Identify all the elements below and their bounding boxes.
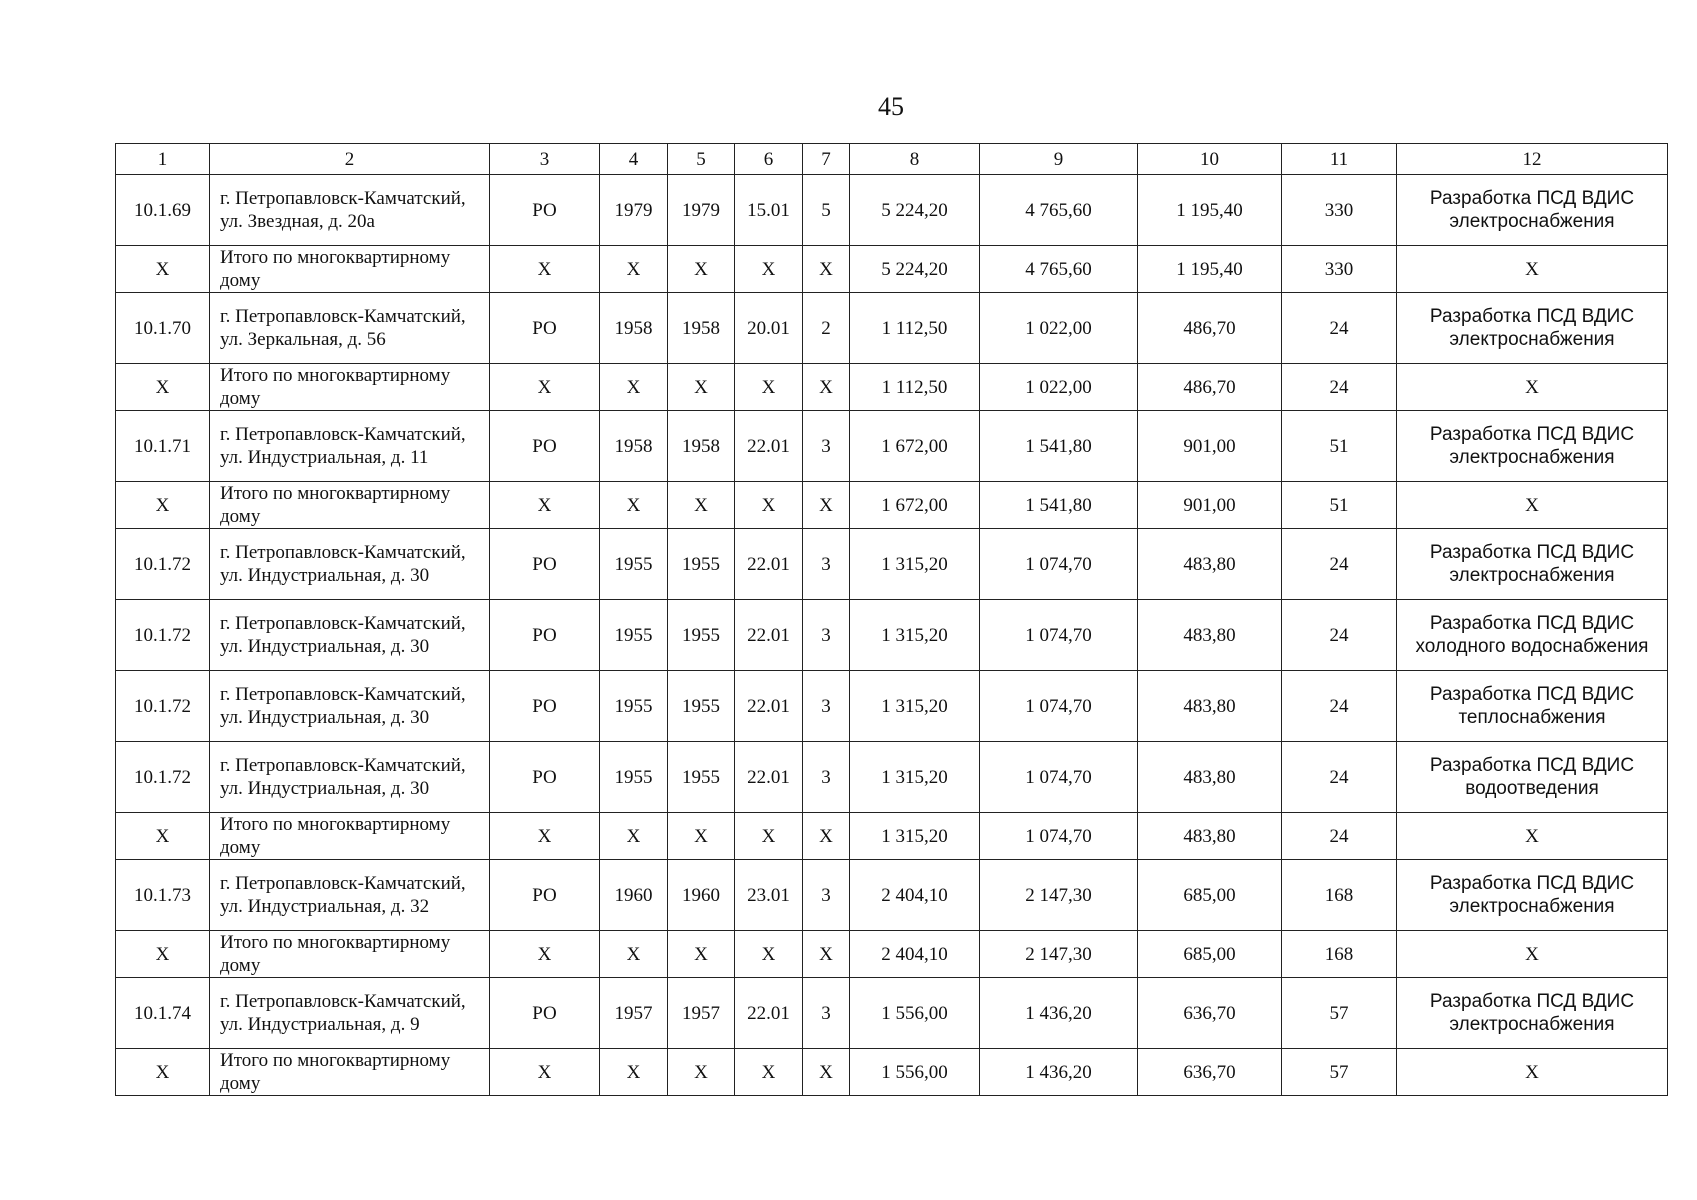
- area-total-cell: 1 112,50: [850, 293, 980, 364]
- row-number-cell: Х: [116, 931, 210, 978]
- residents-cell: 330: [1282, 175, 1397, 246]
- address-cell: Итого по многоквартирному дому: [210, 931, 490, 978]
- column-header: 7: [803, 144, 850, 175]
- year-cell: 1955: [668, 600, 735, 671]
- owner-cell: РО: [490, 411, 600, 482]
- area-common-cell: 636,70: [1138, 1049, 1282, 1096]
- owner-cell: РО: [490, 978, 600, 1049]
- area-total-cell: 1 315,20: [850, 813, 980, 860]
- residents-cell: 24: [1282, 529, 1397, 600]
- build-year-cell: 1955: [600, 600, 668, 671]
- owner-cell: Х: [490, 813, 600, 860]
- column-header: 8: [850, 144, 980, 175]
- floors-cell: 2: [803, 293, 850, 364]
- work-type-cell: Разработка ПСД ВДИС электроснабжения: [1397, 411, 1668, 482]
- address-cell: Итого по многоквартирному дому: [210, 813, 490, 860]
- area-living-cell: 1 074,70: [980, 529, 1138, 600]
- table-row: [116, 978, 1668, 1049]
- year-cell: 1958: [668, 293, 735, 364]
- address-cell: Итого по многоквартирному дому: [210, 482, 490, 529]
- area-living-cell: 1 022,00: [980, 293, 1138, 364]
- column-header: 4: [600, 144, 668, 175]
- area-living-cell: 1 074,70: [980, 813, 1138, 860]
- build-year-cell: 1958: [600, 411, 668, 482]
- residents-cell: 24: [1282, 742, 1397, 813]
- area-total-cell: 1 315,20: [850, 529, 980, 600]
- area-total-cell: 1 672,00: [850, 411, 980, 482]
- build-year-cell: 1979: [600, 175, 668, 246]
- code-cell: Х: [735, 364, 803, 411]
- area-living-cell: 2 147,30: [980, 860, 1138, 931]
- work-type-cell: Разработка ПСД ВДИС электроснабжения: [1397, 293, 1668, 364]
- table-row: [116, 175, 1668, 246]
- build-year-cell: Х: [600, 246, 668, 293]
- residents-cell: 51: [1282, 411, 1397, 482]
- work-type-cell: Х: [1397, 246, 1668, 293]
- owner-cell: Х: [490, 364, 600, 411]
- owner-cell: Х: [490, 246, 600, 293]
- work-type-cell: Разработка ПСД ВДИС электроснабжения: [1397, 978, 1668, 1049]
- address-cell: г. Петропавловск-Камчатский, ул. Индустриальная, д. 11: [210, 411, 490, 482]
- row-number-cell: Х: [116, 813, 210, 860]
- floors-cell: Х: [803, 931, 850, 978]
- table-total-row: [116, 1049, 1668, 1096]
- floors-cell: Х: [803, 1049, 850, 1096]
- area-living-cell: 1 541,80: [980, 411, 1138, 482]
- floors-cell: 3: [803, 411, 850, 482]
- code-cell: 22.01: [735, 978, 803, 1049]
- area-total-cell: 5 224,20: [850, 246, 980, 293]
- work-type-cell: Х: [1397, 364, 1668, 411]
- year-cell: Х: [668, 482, 735, 529]
- column-header: 5: [668, 144, 735, 175]
- table-row: [116, 293, 1668, 364]
- row-number-cell: 10.1.72: [116, 529, 210, 600]
- area-total-cell: 1 315,20: [850, 600, 980, 671]
- area-common-cell: 685,00: [1138, 931, 1282, 978]
- area-common-cell: 1 195,40: [1138, 246, 1282, 293]
- residents-cell: 24: [1282, 364, 1397, 411]
- area-common-cell: 483,80: [1138, 742, 1282, 813]
- area-total-cell: 1 672,00: [850, 482, 980, 529]
- floors-cell: 5: [803, 175, 850, 246]
- row-number-cell: 10.1.72: [116, 671, 210, 742]
- area-common-cell: 483,80: [1138, 529, 1282, 600]
- floors-cell: 3: [803, 671, 850, 742]
- year-cell: Х: [668, 931, 735, 978]
- code-cell: Х: [735, 482, 803, 529]
- code-cell: Х: [735, 246, 803, 293]
- area-common-cell: 901,00: [1138, 482, 1282, 529]
- row-number-cell: 10.1.72: [116, 742, 210, 813]
- column-header: 9: [980, 144, 1138, 175]
- row-number-cell: Х: [116, 364, 210, 411]
- address-cell: г. Петропавловск-Камчатский, ул. Индустриальная, д. 30: [210, 600, 490, 671]
- year-cell: Х: [668, 813, 735, 860]
- table-total-row: [116, 364, 1668, 411]
- area-living-cell: 1 541,80: [980, 482, 1138, 529]
- page-number: 45: [878, 92, 904, 121]
- area-living-cell: 1 436,20: [980, 978, 1138, 1049]
- area-common-cell: 1 195,40: [1138, 175, 1282, 246]
- table-header-row: [116, 144, 1668, 175]
- table-total-row: [116, 246, 1668, 293]
- build-year-cell: 1955: [600, 742, 668, 813]
- code-cell: 23.01: [735, 860, 803, 931]
- code-cell: 22.01: [735, 742, 803, 813]
- area-total-cell: 5 224,20: [850, 175, 980, 246]
- code-cell: 22.01: [735, 600, 803, 671]
- area-living-cell: 4 765,60: [980, 175, 1138, 246]
- area-total-cell: 2 404,10: [850, 860, 980, 931]
- year-cell: 1955: [668, 671, 735, 742]
- year-cell: 1957: [668, 978, 735, 1049]
- owner-cell: РО: [490, 742, 600, 813]
- area-common-cell: 483,80: [1138, 671, 1282, 742]
- area-living-cell: 2 147,30: [980, 931, 1138, 978]
- residents-cell: 168: [1282, 860, 1397, 931]
- build-year-cell: 1958: [600, 293, 668, 364]
- owner-cell: РО: [490, 600, 600, 671]
- year-cell: Х: [668, 1049, 735, 1096]
- row-number-cell: 10.1.72: [116, 600, 210, 671]
- column-header: 6: [735, 144, 803, 175]
- year-cell: 1958: [668, 411, 735, 482]
- floors-cell: 3: [803, 742, 850, 813]
- row-number-cell: 10.1.69: [116, 175, 210, 246]
- build-year-cell: Х: [600, 813, 668, 860]
- build-year-cell: 1955: [600, 671, 668, 742]
- year-cell: 1979: [668, 175, 735, 246]
- area-living-cell: 1 074,70: [980, 742, 1138, 813]
- address-cell: г. Петропавловск-Камчатский, ул. Зеркальная, д. 56: [210, 293, 490, 364]
- address-cell: г. Петропавловск-Камчатский, ул. Индустриальная, д. 32: [210, 860, 490, 931]
- work-type-cell: Х: [1397, 931, 1668, 978]
- address-cell: г. Петропавловск-Камчатский, ул. Звездная, д. 20а: [210, 175, 490, 246]
- area-common-cell: 636,70: [1138, 978, 1282, 1049]
- column-header: 11: [1282, 144, 1397, 175]
- work-type-cell: Х: [1397, 482, 1668, 529]
- build-year-cell: Х: [600, 1049, 668, 1096]
- owner-cell: РО: [490, 175, 600, 246]
- work-type-cell: Разработка ПСД ВДИС теплоснабжения: [1397, 671, 1668, 742]
- column-header: 12: [1397, 144, 1668, 175]
- build-year-cell: 1960: [600, 860, 668, 931]
- row-number-cell: Х: [116, 1049, 210, 1096]
- year-cell: 1960: [668, 860, 735, 931]
- table-row: [116, 860, 1668, 931]
- address-cell: Итого по многоквартирному дому: [210, 246, 490, 293]
- build-year-cell: Х: [600, 482, 668, 529]
- table-row: [116, 600, 1668, 671]
- area-living-cell: 1 022,00: [980, 364, 1138, 411]
- build-year-cell: Х: [600, 364, 668, 411]
- code-cell: 22.01: [735, 671, 803, 742]
- row-number-cell: 10.1.70: [116, 293, 210, 364]
- table-total-row: [116, 813, 1668, 860]
- column-header: 10: [1138, 144, 1282, 175]
- area-common-cell: 901,00: [1138, 411, 1282, 482]
- residents-cell: 24: [1282, 600, 1397, 671]
- owner-cell: РО: [490, 860, 600, 931]
- build-year-cell: 1957: [600, 978, 668, 1049]
- work-type-cell: Х: [1397, 813, 1668, 860]
- row-number-cell: Х: [116, 482, 210, 529]
- area-living-cell: 1 074,70: [980, 671, 1138, 742]
- code-cell: 15.01: [735, 175, 803, 246]
- table-row: [116, 411, 1668, 482]
- address-cell: г. Петропавловск-Камчатский, ул. Индустриальная, д. 30: [210, 529, 490, 600]
- row-number-cell: 10.1.74: [116, 978, 210, 1049]
- table-body: [116, 144, 1668, 1096]
- area-common-cell: 486,70: [1138, 364, 1282, 411]
- year-cell: Х: [668, 364, 735, 411]
- area-total-cell: 1 315,20: [850, 742, 980, 813]
- build-year-cell: Х: [600, 931, 668, 978]
- row-number-cell: 10.1.71: [116, 411, 210, 482]
- work-type-cell: Х: [1397, 1049, 1668, 1096]
- floors-cell: Х: [803, 246, 850, 293]
- owner-cell: Х: [490, 931, 600, 978]
- table-row: [116, 671, 1668, 742]
- floors-cell: 3: [803, 529, 850, 600]
- area-total-cell: 1 556,00: [850, 978, 980, 1049]
- floors-cell: 3: [803, 600, 850, 671]
- residents-cell: 24: [1282, 813, 1397, 860]
- column-header: 2: [210, 144, 490, 175]
- data-table-container: [115, 143, 1667, 1096]
- year-cell: 1955: [668, 742, 735, 813]
- area-total-cell: 1 315,20: [850, 671, 980, 742]
- residents-cell: 168: [1282, 931, 1397, 978]
- residents-cell: 330: [1282, 246, 1397, 293]
- data-table: [115, 143, 1668, 1096]
- build-year-cell: 1955: [600, 529, 668, 600]
- floors-cell: Х: [803, 482, 850, 529]
- area-common-cell: 483,80: [1138, 813, 1282, 860]
- code-cell: 22.01: [735, 529, 803, 600]
- address-cell: г. Петропавловск-Камчатский, ул. Индустриальная, д. 9: [210, 978, 490, 1049]
- floors-cell: 3: [803, 860, 850, 931]
- owner-cell: РО: [490, 529, 600, 600]
- address-cell: Итого по многоквартирному дому: [210, 364, 490, 411]
- area-total-cell: 1 112,50: [850, 364, 980, 411]
- year-cell: 1955: [668, 529, 735, 600]
- address-cell: г. Петропавловск-Камчатский, ул. Индустриальная, д. 30: [210, 742, 490, 813]
- column-header: 3: [490, 144, 600, 175]
- code-cell: Х: [735, 1049, 803, 1096]
- code-cell: Х: [735, 931, 803, 978]
- area-common-cell: 685,00: [1138, 860, 1282, 931]
- table-total-row: [116, 931, 1668, 978]
- work-type-cell: Разработка ПСД ВДИС электроснабжения: [1397, 175, 1668, 246]
- work-type-cell: Разработка ПСД ВДИС холодного водоснабжения: [1397, 600, 1668, 671]
- area-total-cell: 1 556,00: [850, 1049, 980, 1096]
- table-row: [116, 742, 1668, 813]
- code-cell: 22.01: [735, 411, 803, 482]
- work-type-cell: Разработка ПСД ВДИС электроснабжения: [1397, 529, 1668, 600]
- year-cell: Х: [668, 246, 735, 293]
- work-type-cell: Разработка ПСД ВДИС электроснабжения: [1397, 860, 1668, 931]
- table-row: [116, 529, 1668, 600]
- floors-cell: Х: [803, 364, 850, 411]
- area-living-cell: 4 765,60: [980, 246, 1138, 293]
- area-living-cell: 1 436,20: [980, 1049, 1138, 1096]
- area-common-cell: 486,70: [1138, 293, 1282, 364]
- address-cell: Итого по многоквартирному дому: [210, 1049, 490, 1096]
- area-total-cell: 2 404,10: [850, 931, 980, 978]
- address-cell: г. Петропавловск-Камчатский, ул. Индустриальная, д. 30: [210, 671, 490, 742]
- owner-cell: РО: [490, 293, 600, 364]
- floors-cell: Х: [803, 813, 850, 860]
- area-living-cell: 1 074,70: [980, 600, 1138, 671]
- residents-cell: 57: [1282, 1049, 1397, 1096]
- area-common-cell: 483,80: [1138, 600, 1282, 671]
- residents-cell: 24: [1282, 293, 1397, 364]
- code-cell: Х: [735, 813, 803, 860]
- code-cell: 20.01: [735, 293, 803, 364]
- residents-cell: 51: [1282, 482, 1397, 529]
- table-total-row: [116, 482, 1668, 529]
- floors-cell: 3: [803, 978, 850, 1049]
- column-header: 1: [116, 144, 210, 175]
- residents-cell: 57: [1282, 978, 1397, 1049]
- row-number-cell: 10.1.73: [116, 860, 210, 931]
- owner-cell: Х: [490, 482, 600, 529]
- row-number-cell: Х: [116, 246, 210, 293]
- work-type-cell: Разработка ПСД ВДИС водоотведения: [1397, 742, 1668, 813]
- owner-cell: РО: [490, 671, 600, 742]
- residents-cell: 24: [1282, 671, 1397, 742]
- owner-cell: Х: [490, 1049, 600, 1096]
